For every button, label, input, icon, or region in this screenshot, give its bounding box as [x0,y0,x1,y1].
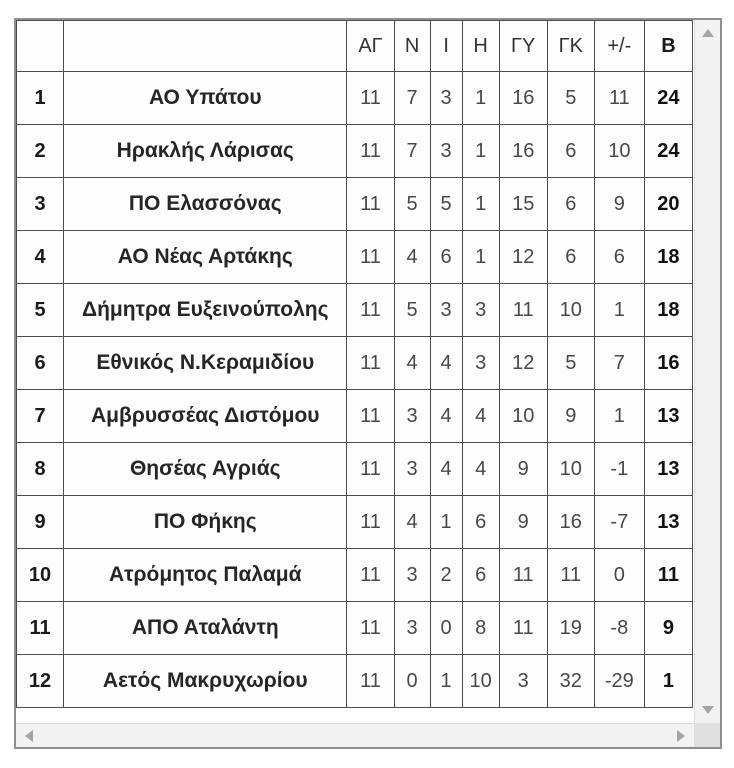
team-name-cell: Ατρόμητος Παλαμά [64,549,347,602]
stat-cell: 5 [547,72,594,125]
points-cell: 18 [644,284,692,337]
rank-cell: 2 [17,125,64,178]
table-row [17,178,693,231]
team-name-cell: ΠΟ Ελασσόνας [64,178,347,231]
stat-cell: 11 [499,284,547,337]
points-cell: 18 [644,231,692,284]
stat-cell: 11 [347,655,394,708]
stat-cell: 5 [394,284,430,337]
stat-cell: -8 [594,602,644,655]
points-cell: 13 [644,443,692,496]
stat-cell: 11 [347,125,394,178]
rank-header [17,21,64,72]
points-cell: 24 [644,125,692,178]
rank-cell: 10 [17,549,64,602]
stat-cell: 4 [394,337,430,390]
points-cell: 24 [644,72,692,125]
stat-cell: 1 [462,231,499,284]
stat-cell: 9 [499,443,547,496]
table-row [17,337,693,390]
table-row [17,231,693,284]
team-name-cell: Θησέας Αγριάς [64,443,347,496]
team-name-cell: Δήμητρα Ευξεινούπολης [64,284,347,337]
stat-cell: 3 [462,337,499,390]
team-name-cell: ΑΠΟ Αταλάντη [64,602,347,655]
stat-cell: 10 [499,390,547,443]
team-name-cell: Αετός Μακρυχωρίου [64,655,347,708]
stat-cell: 11 [347,72,394,125]
table-row [17,549,693,602]
stat-cell: 11 [347,443,394,496]
stat-cell: 6 [594,231,644,284]
stat-cell: 1 [594,284,644,337]
table-row [17,602,693,655]
table-row [17,390,693,443]
team-name-cell: Αμβρυσσέας Διστόμου [64,390,347,443]
stat-cell: 3 [430,125,462,178]
stat-cell: 16 [499,72,547,125]
stat-cell: 1 [430,655,462,708]
stat-cell: 4 [462,443,499,496]
stat-cell: 7 [594,337,644,390]
rank-cell: 12 [17,655,64,708]
stat-cell: 2 [430,549,462,602]
stat-cell: 4 [430,443,462,496]
rank-cell: 7 [17,390,64,443]
rank-cell: 5 [17,284,64,337]
stat-cell: 3 [462,284,499,337]
stat-cell: 11 [499,549,547,602]
scroll-down-button[interactable] [702,706,714,714]
team-name-cell: ΑΟ Υπάτου [64,72,347,125]
column-header-draws: Ι [430,21,462,72]
header-row [17,21,693,72]
stat-cell: 5 [430,178,462,231]
stat-cell: 3 [430,284,462,337]
rank-cell: 9 [17,496,64,549]
stat-cell: 3 [499,655,547,708]
stat-cell: 9 [594,178,644,231]
stat-cell: 11 [347,337,394,390]
scroll-up-button[interactable] [702,29,714,37]
standings-body [17,72,693,708]
stat-cell: 5 [394,178,430,231]
column-header-goal-diff: +/- [594,21,644,72]
column-header-wins: Ν [394,21,430,72]
points-cell: 1 [644,655,692,708]
stat-cell: 6 [462,549,499,602]
stat-cell: 10 [462,655,499,708]
table-row [17,72,693,125]
stat-cell: 3 [394,602,430,655]
standings-table [16,20,693,708]
stat-cell: 16 [499,125,547,178]
scroll-right-button[interactable] [677,730,685,742]
vertical-scrollbar[interactable] [694,20,720,723]
scrollbar-corner [694,723,720,747]
column-header-played: ΑΓ [347,21,394,72]
rank-cell: 11 [17,602,64,655]
scroll-left-button[interactable] [25,730,33,742]
stat-cell: 11 [594,72,644,125]
stat-cell: -1 [594,443,644,496]
points-cell: 11 [644,549,692,602]
stat-cell: 11 [347,602,394,655]
stat-cell: 32 [547,655,594,708]
stat-cell: 3 [394,549,430,602]
points-cell: 9 [644,602,692,655]
horizontal-scrollbar[interactable] [16,723,694,747]
team-name-cell: Ηρακλής Λάρισας [64,125,347,178]
stat-cell: 11 [347,178,394,231]
stat-cell: 6 [547,231,594,284]
stat-cell: 12 [499,231,547,284]
table-scroll-area[interactable] [16,20,694,723]
stat-cell: 4 [430,337,462,390]
stat-cell: 1 [462,72,499,125]
stat-cell: 9 [547,390,594,443]
table-row [17,655,693,708]
stat-cell: 11 [547,549,594,602]
stat-cell: 6 [547,125,594,178]
column-header-points: Β [644,21,692,72]
stat-cell: 0 [430,602,462,655]
table-row [17,284,693,337]
rank-cell: 6 [17,337,64,390]
stat-cell: -7 [594,496,644,549]
stat-cell: -29 [594,655,644,708]
stat-cell: 0 [394,655,430,708]
stat-cell: 7 [394,72,430,125]
stat-cell: 4 [394,231,430,284]
stat-cell: 19 [547,602,594,655]
stat-cell: 3 [394,390,430,443]
team-header [64,21,347,72]
rank-cell: 3 [17,178,64,231]
stat-cell: 10 [547,284,594,337]
stat-cell: 6 [430,231,462,284]
points-cell: 20 [644,178,692,231]
points-cell: 16 [644,337,692,390]
stat-cell: 11 [347,231,394,284]
scroll-left-icon [25,730,33,742]
standings-widget [14,18,722,749]
rank-cell: 1 [17,72,64,125]
stat-cell: 11 [347,549,394,602]
stat-cell: 4 [430,390,462,443]
column-header-goals-against: ΓΚ [547,21,594,72]
column-header-losses: Η [462,21,499,72]
points-cell: 13 [644,496,692,549]
stat-cell: 11 [499,602,547,655]
stat-cell: 6 [547,178,594,231]
stat-cell: 1 [462,125,499,178]
stat-cell: 9 [499,496,547,549]
stat-cell: 11 [347,496,394,549]
stat-cell: 10 [547,443,594,496]
stat-cell: 4 [462,390,499,443]
stat-cell: 11 [347,390,394,443]
stat-cell: 4 [394,496,430,549]
team-name-cell: Εθνικός Ν.Κεραμιδίου [64,337,347,390]
stat-cell: 1 [594,390,644,443]
column-header-goals-for: ΓΥ [499,21,547,72]
table-row [17,443,693,496]
stat-cell: 10 [594,125,644,178]
stat-cell: 5 [547,337,594,390]
rank-cell: 4 [17,231,64,284]
team-name-cell: ΑΟ Νέας Αρτάκης [64,231,347,284]
stat-cell: 6 [462,496,499,549]
stat-cell: 12 [499,337,547,390]
stat-cell: 8 [462,602,499,655]
stat-cell: 1 [430,496,462,549]
stat-cell: 11 [347,284,394,337]
scroll-down-icon [702,706,714,714]
stat-cell: 15 [499,178,547,231]
stat-cell: 0 [594,549,644,602]
stat-cell: 7 [394,125,430,178]
points-cell: 13 [644,390,692,443]
scroll-right-icon [677,730,685,742]
table-row [17,125,693,178]
stat-cell: 3 [394,443,430,496]
stat-cell: 3 [430,72,462,125]
rank-cell: 8 [17,443,64,496]
scroll-up-icon [702,29,714,37]
team-name-cell: ΠΟ Φήκης [64,496,347,549]
table-row [17,496,693,549]
stat-cell: 16 [547,496,594,549]
stat-cell: 1 [462,178,499,231]
